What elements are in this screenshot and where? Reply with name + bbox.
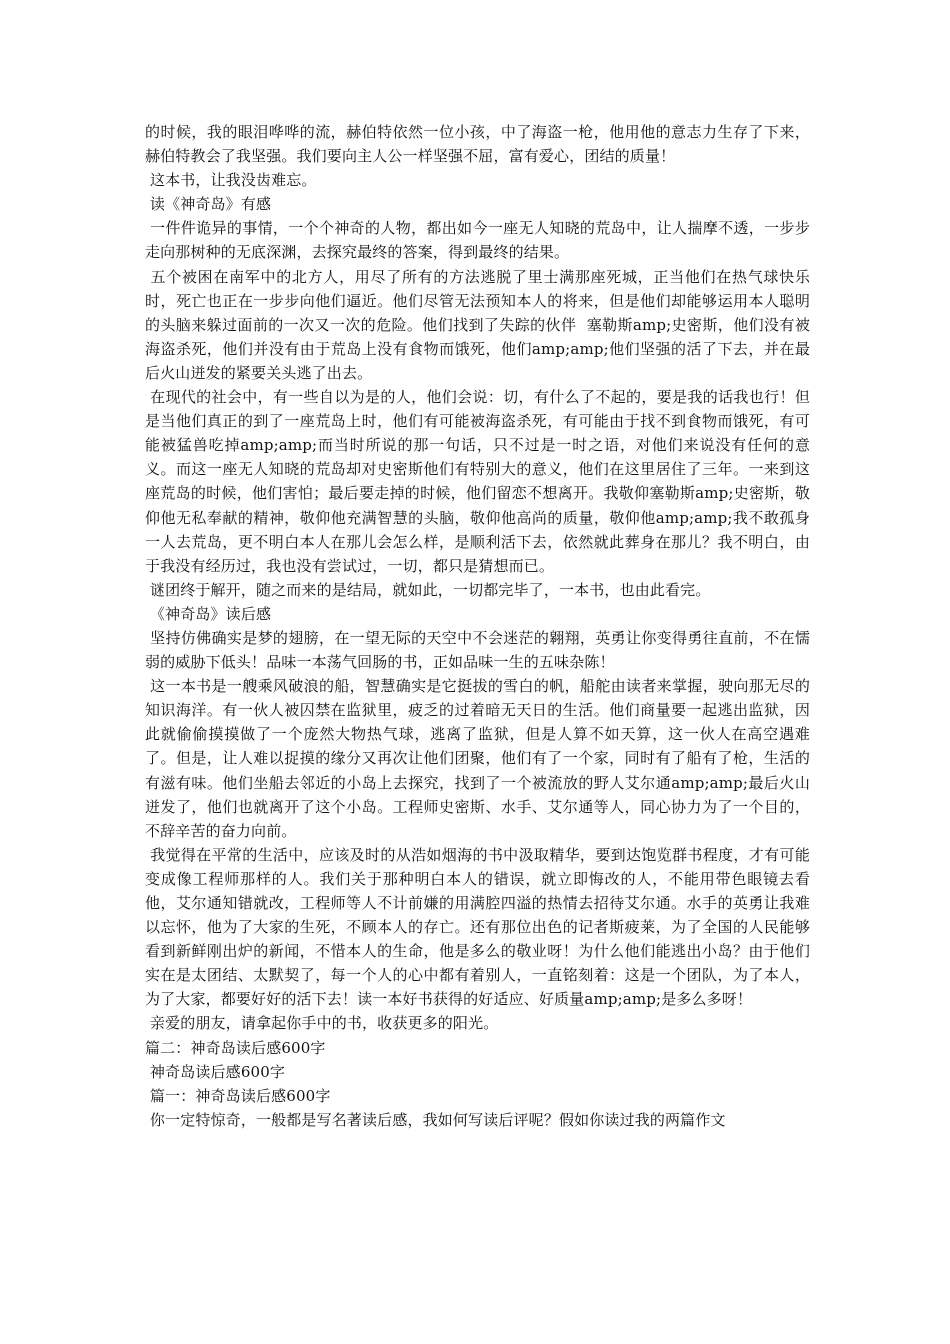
paragraph-book-as-ship: 这一本书是一艘乘风破浪的船，智慧确实是它挺拔的雪白的帆，船舵由读者来掌握，驶向那无尽的知识海洋。有一伙人被囚禁在监狱里，疲乏的过着暗无天日的生活。他们商量要一起逃出监狱，因此就偷偷摸摸做了一个庞然大物热气球，逃离了监狱，但是人算不如天算，这一伙人在高空遇难了。但是，让人难以捉摸的缘分又再次让他们团聚，他们有了一个家，同时有了船有了枪，生活的有滋有味。他们坐船去邻近的小岛上去探究，找到了一个被流放的野人艾尔通amp;amp;最后火山迸发了，他们也就离开了这个小岛。工程师史密斯、水手、艾尔通等人，同心协力为了一个目的，不辞辛苦的奋力向前。 <box>145 677 810 840</box>
paragraph-you-must-be-surprised: 你一定特惊奇，一般都是写名著读后感，我如何写读后评呢？假如你读过我的两篇作文 <box>145 1110 726 1129</box>
paragraph-modern-society: 在现代的社会中，有一些自以为是的人，他们会说：切，有什么了不起的，要是我的话我也行！但是当他们真正的到了一座荒岛上时，他们有可能被海盗杀死，有可能由于找不到食物而饿死，有可能被猛兽吃掉amp;amp;而当时所说的那一句话，只不过是一时之语，对他们来说没有任何的意义。而这一座无人知晓的荒岛却对史密斯他们有特别大的意义，他们在这里居住了三年。一来到这座荒岛的时候，他们害怕；最后要走掉的时候，他们留恋不想离开。我敬仰塞勒斯amp;史密斯，敬仰他无私奉献的精神，敬仰他充满智慧的头脑，敬仰他高尚的质量，敬仰他amp;amp;我不敢孤身一人去荒岛，更不明白本人在那儿会怎么样，是顺利活下去，依然就此葬身在那儿？我不明白，由于我没有经历过，我也没有尝试过，一切，都只是猜想而已。 <box>145 388 810 575</box>
section-heading-reading-mysterious-island: 读《神奇岛》有感 <box>145 195 272 214</box>
paragraph-persistence: 坚持仿佛确实是梦的翅膀，在一望无际的天空中不会迷茫的翱翔，英勇让你变得勇往直前，不在懦弱的威胁下低头！品味一本荡气回肠的书，正如品味一生的五味杂陈！ <box>145 628 810 672</box>
paragraph-daily-life-reflection: 我觉得在平常的生活中，应该及时的从浩如烟海的书中汲取精华，要到达饱览群书程度，才有可能变成像工程师那样的人。我们关于那种明白本人的错误，就立即悔改的人，不能用带色眼镜去看他，艾尔通知错就改，工程师等人不计前嫌的用满腔四溢的热情去招待艾尔通。水手的英勇让我难以忘怀，他为了大家的生死，不顾本人的存亡。还有那位出色的记者斯疲莱，为了全国的人民能够看到新鲜刚出炉的新闻，不惜本人的生命，他是多么的敬业呀！为什么他们能逃出小岛？由于他们实在是太团结、太默契了，每一个人的心中都有着别人，一直铭刻着：这是一个团队，为了本人，为了大家，都要好好的活下去！读一本好书获得的好适应、好质量amp;amp;是多么多呀！ <box>145 845 810 1009</box>
section-heading-after-reading: 《神奇岛》读后感 <box>145 604 272 623</box>
paragraph-tear-recollection: 的时候，我的眼泪哗哗的流，赫伯特依然一位小孩，中了海盗一枪，他用他的意志力生存了下来，赫伯特教会了我坚强。我们要向主人公一样坚强不屈，富有爱心，团结的质量！ <box>145 123 810 166</box>
section-heading-part-one: 篇一：神奇岛读后感600字 <box>145 1086 331 1105</box>
section-heading-part-two: 篇二：神奇岛读后感600字 <box>145 1038 326 1057</box>
paragraph-unforgettable: 这本书，让我没齿难忘。 <box>145 171 317 190</box>
paragraph-dear-friend: 亲爱的朋友，请拿起你手中的书，收获更多的阳光。 <box>145 1014 499 1033</box>
section-subheading-600-words: 神奇岛读后感600字 <box>145 1062 286 1081</box>
paragraph-five-northerners: 五个被困在南军中的北方人，用尽了所有的方法逃脱了里士满那座死城，正当他们在热气球快乐时，死亡也正在一步步向他们逼近。他们尽管无法预知本人的将来，但是他们却能够运用本人聪明的头脑来躲过面前的一次又一次的危险。他们找到了失踪的伙伴 塞勒斯amp;史密斯，他们没有被海盗杀死，他们并没有由于荒岛上没有食物而饿死，他们amp;amp;他们坚强的活了下去，并在最后火山迸发的紧要关头逃了出去。 <box>145 267 810 382</box>
paragraph-strange-events: 一件件诡异的事情，一个个神奇的人物，都出如今一座无人知晓的荒岛中，让人揣摩不透，一步步走向那树种的无底深渊，去探究最终的答案，得到最终的结果。 <box>145 219 810 262</box>
paragraph-mystery-solved: 谜团终于解开，随之而来的是结局，就如此，一切都完毕了，一本书，也由此看完。 <box>145 580 711 599</box>
document-body <box>145 120 810 1132</box>
